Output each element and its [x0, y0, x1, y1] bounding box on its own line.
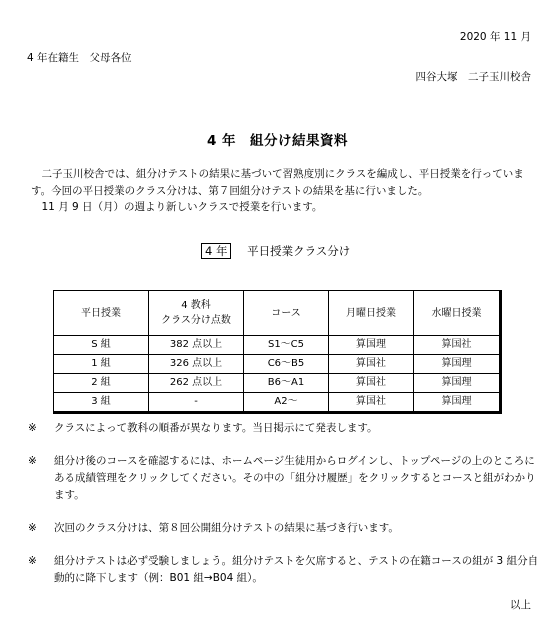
table-row [54, 393, 501, 413]
table-row [54, 336, 501, 355]
intro-line-1: 二子玉川校舎では、組分けテストの結果に基づいて習熟度別にクラスを編成し、平日授業を行っています。今回の平日授業のクラス分けは、第７回組分けテストの結果を基に行いました。 [31, 168, 524, 197]
cell-wednesday: 算国社 [414, 336, 501, 355]
subtitle-text: 平日授業クラス分け [247, 244, 351, 258]
table-row [54, 374, 501, 393]
class-assignment-table [53, 290, 502, 414]
cell-class: S 組 [54, 336, 149, 355]
closing-mark: 以上 [510, 599, 531, 611]
cell-course: A2～ [244, 393, 329, 413]
cell-score: 326 点以上 [149, 355, 244, 374]
notes-list [28, 420, 543, 603]
cell-class: 1 組 [54, 355, 149, 374]
cell-score: 382 点以上 [149, 336, 244, 355]
recipient-line: 4 年在籍生 父母各位 [27, 52, 132, 64]
header-monday: 月曜日授業 [329, 291, 414, 336]
cell-monday: 算国社 [329, 374, 414, 393]
cell-class: 2 組 [54, 374, 149, 393]
note-text: 次回のクラス分けは、第８回公開組分けテストの結果に基づき行います。 [54, 522, 399, 534]
cell-monday: 算国社 [329, 355, 414, 374]
note-text: クラスによって教科の順番が異なります。当日掲示にて発表します。 [54, 422, 378, 434]
note-text: 組分け後のコースを確認するには、ホームページ生徒用からログインし、トップページの上のところにある成績管理をクリックしてください。その中の「組分け履歴」をクリックするとコースと組がわかります。 [54, 455, 536, 501]
note-text: 組分けテストは必ず受験しましょう。組分けテストを欠席すると、テストの在籍コースの組が 3 組分自動的に降下します（例：B01 組→B04 組）。 [54, 555, 539, 584]
note-mark: ※ [28, 422, 37, 434]
cell-course: B6～A1 [244, 374, 329, 393]
cell-wednesday: 算国理 [414, 393, 501, 413]
cell-score: 262 点以上 [149, 374, 244, 393]
cell-wednesday: 算国理 [414, 374, 501, 393]
cell-monday: 算国理 [329, 336, 414, 355]
cell-score: - [149, 393, 244, 413]
header-wednesday: 水曜日授業 [414, 291, 501, 336]
cell-course: C6～B5 [244, 355, 329, 374]
cell-wednesday: 算国理 [414, 355, 501, 374]
note-item [28, 453, 543, 504]
table-row [54, 355, 501, 374]
cell-class: 3 組 [54, 393, 149, 413]
header-score-line1: 4 教科 [181, 300, 211, 311]
school-name: 四谷大塚 二子玉川校舎 [415, 71, 531, 83]
note-item [28, 520, 543, 537]
note-mark: ※ [28, 455, 37, 467]
document-date: 2020 年 11 月 [459, 31, 531, 43]
table-subtitle [201, 244, 350, 260]
document-title: 4 年 組分け結果資料 [206, 133, 349, 149]
cell-course: S1～C5 [244, 336, 329, 355]
intro-line-2: 11 月 9 日（月）の週より新しいクラスで授業を行います。 [41, 201, 323, 213]
note-item [28, 553, 543, 587]
header-course: コース [244, 291, 329, 336]
intro-paragraph [31, 166, 531, 216]
header-class: 平日授業 [54, 291, 149, 336]
header-score-line2: クラス分け点数 [161, 315, 231, 326]
grade-box: 4 年 [201, 243, 231, 259]
header-score [149, 291, 244, 336]
table-header-row [54, 291, 501, 336]
note-item [28, 420, 543, 437]
note-mark: ※ [28, 555, 37, 567]
note-mark: ※ [28, 522, 37, 534]
cell-monday: 算国社 [329, 393, 414, 413]
